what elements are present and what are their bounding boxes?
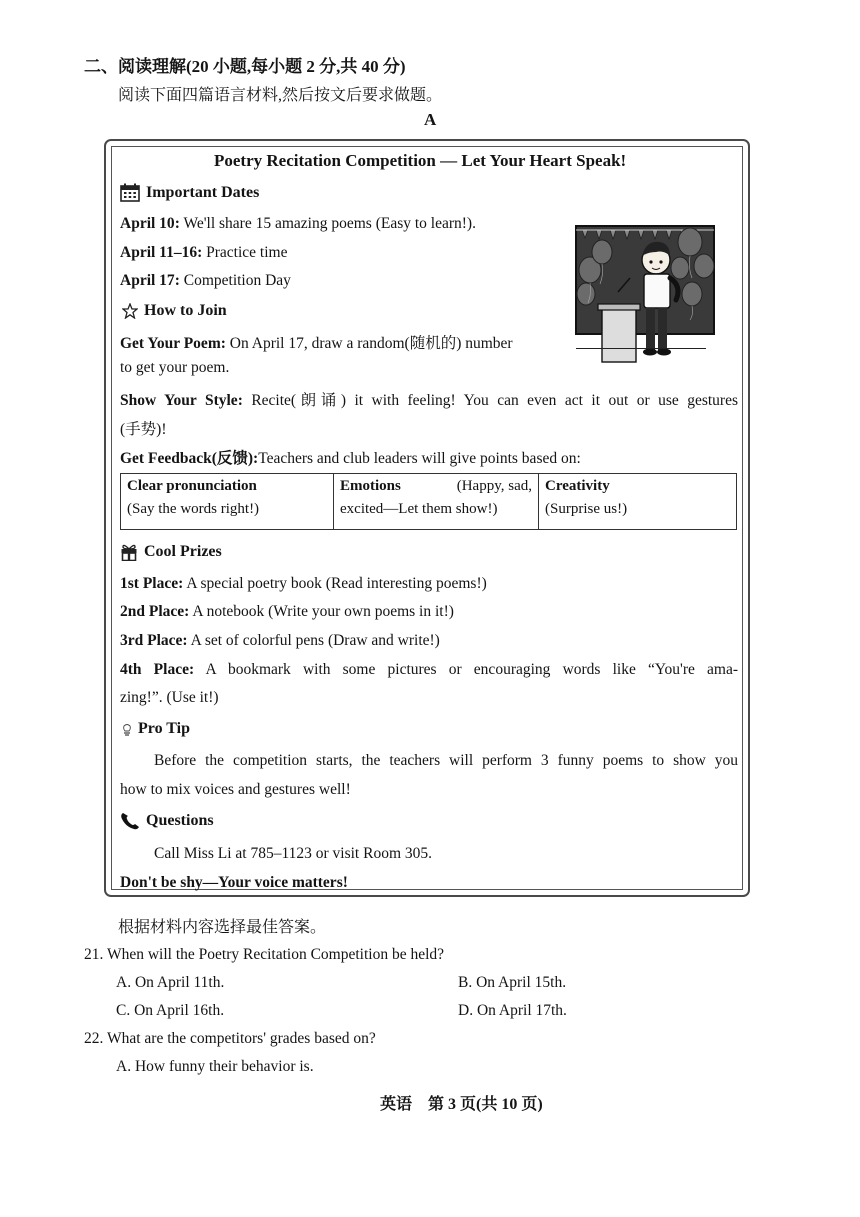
criteria-cell xyxy=(121,474,334,530)
question-text: What are the competitors' grades based on? xyxy=(106,1030,376,1047)
feedback-label: Get Feedback(反馈) xyxy=(120,450,254,467)
prize-place: 3rd Place xyxy=(120,632,183,649)
tip-text-2: how to mix voices and gestures well! xyxy=(120,781,351,798)
question-number: 21. xyxy=(84,946,104,963)
question-number: 22. xyxy=(84,1030,104,1047)
option-a[interactable]: A. On April 11th. xyxy=(116,974,225,991)
date-label: April 11–16 xyxy=(120,244,198,261)
prizes-heading-label: Cool Prizes xyxy=(144,543,222,560)
date-text: We'll share 15 amazing poems (Easy to learn!). xyxy=(183,215,476,232)
section-instruction: 阅读下面四篇语言材料,然后按文后要求做题。 xyxy=(118,87,443,104)
date-label: April 17 xyxy=(120,272,175,289)
criteria-title: Clear pronunciation xyxy=(127,478,257,494)
answer-line xyxy=(576,348,706,349)
questions-heading xyxy=(120,812,214,830)
option-d[interactable]: D. On April 17th. xyxy=(458,1002,567,1019)
prize-place: 1st Place xyxy=(120,575,179,592)
date-item: April 10: We'll share 15 amazing poems (Easy to learn!). xyxy=(120,215,476,232)
question-stem xyxy=(84,1030,376,1048)
get-poem-line: Get Your Poem: On April 17, draw a random(随机的) number xyxy=(120,335,513,352)
style-label: Show Your Style xyxy=(120,392,238,409)
dates-heading xyxy=(120,183,259,202)
show-style-line: Show Your Style: Recite(朗诵) it with feeling! You can even act it out or use gestures xyxy=(120,392,739,409)
option-a[interactable]: A. How funny their behavior is. xyxy=(116,1058,314,1075)
criteria-title: Emotions xyxy=(340,478,401,494)
gift-icon xyxy=(120,543,138,561)
criteria-detail: excited—Let them show!) xyxy=(340,501,498,517)
feedback-line: Get Feedback(反馈):Teachers and club leaders will give points based on: xyxy=(120,450,581,467)
criteria-detail: (Surprise us!) xyxy=(545,501,628,517)
page-footer: 英语 第 3 页(共 10 页) xyxy=(380,1096,543,1113)
criteria-detail: (Say the words right!) xyxy=(127,501,260,517)
date-text: Practice time xyxy=(206,244,288,261)
date-label: April 10 xyxy=(120,215,175,232)
prize-place: 2nd Place xyxy=(120,603,185,620)
join-heading-label: How to Join xyxy=(144,302,227,319)
prize-item: 4th Place: A bookmark with some pictures or encouraging words like “You're ama- xyxy=(120,661,738,678)
contact-text: Call Miss Li at 785–1123 or visit Room 305. xyxy=(154,845,433,862)
prizes-heading xyxy=(120,543,222,561)
prize-text-2: zing!”. (Use it!) xyxy=(120,689,219,706)
tip-heading-label: Pro Tip xyxy=(138,720,191,737)
get-poem-line-2: to get your poem. xyxy=(120,359,230,376)
tip-text: Before the competition starts, the teachers will perform 3 funny poems to show you xyxy=(154,752,738,769)
prize-item: 2nd Place: A notebook (Write your own poems in it!) xyxy=(120,603,454,620)
poem-text: On April 17, draw a random(随机的) number xyxy=(229,335,513,352)
poster-title: Poetry Recitation Competition — Let Your Heart Speak! xyxy=(214,151,627,170)
criteria-cell xyxy=(334,474,539,530)
prize-item: 1st Place: A special poetry book (Read interesting poems!) xyxy=(120,575,487,592)
dates-heading-label: Important Dates xyxy=(146,183,260,201)
prize-item: 3rd Place: A set of colorful pens (Draw and write!) xyxy=(120,632,440,649)
poem-label: Get Your Poem xyxy=(120,335,221,352)
style-text: Recite(朗诵) it with feeling! You can even act it out or use gestures xyxy=(251,392,739,409)
star-icon xyxy=(122,303,138,319)
passage-label: A xyxy=(424,110,437,129)
prize-place: 4th Place xyxy=(120,661,189,678)
questions-heading-label: Questions xyxy=(146,812,214,829)
task-instruction: 根据材料内容选择最佳答案。 xyxy=(118,919,327,936)
criteria-cell xyxy=(539,474,737,530)
lightbulb-icon xyxy=(122,722,132,736)
option-c[interactable]: C. On April 16th. xyxy=(116,1002,225,1019)
date-item: April 11–16: Practice time xyxy=(120,244,288,261)
question-text: When will the Poetry Recitation Competition be held? xyxy=(106,946,445,963)
tip-heading xyxy=(122,720,190,738)
calendar-icon xyxy=(120,183,140,202)
option-b[interactable]: B. On April 15th. xyxy=(458,974,567,991)
feedback-text: Teachers and club leaders will give points based on: xyxy=(258,450,581,467)
date-item: April 17: Competition Day xyxy=(120,272,291,289)
closing-line: Don't be shy—Your voice matters! xyxy=(120,874,348,891)
prize-text: A notebook (Write your own poems in it!) xyxy=(192,603,454,620)
section-title: 二、阅读理解(20 小题,每小题 2 分,共 40 分) xyxy=(84,57,406,76)
show-style-line-2: (手势)! xyxy=(120,421,167,438)
phone-icon xyxy=(120,812,140,830)
speaker-illustration xyxy=(572,222,720,369)
prize-text: A bookmark with some pictures or encouraging words like “You're ama- xyxy=(205,661,738,678)
date-text: Competition Day xyxy=(183,272,291,289)
criteria-table xyxy=(120,473,737,530)
prize-text: A set of colorful pens (Draw and write!) xyxy=(190,632,440,649)
prize-text: A special poetry book (Read interesting poems!) xyxy=(186,575,487,592)
criteria-title: Creativity xyxy=(545,478,610,494)
criteria-title-rest: (Happy, sad, xyxy=(456,478,532,494)
join-heading xyxy=(122,302,227,320)
question-stem xyxy=(84,946,444,964)
